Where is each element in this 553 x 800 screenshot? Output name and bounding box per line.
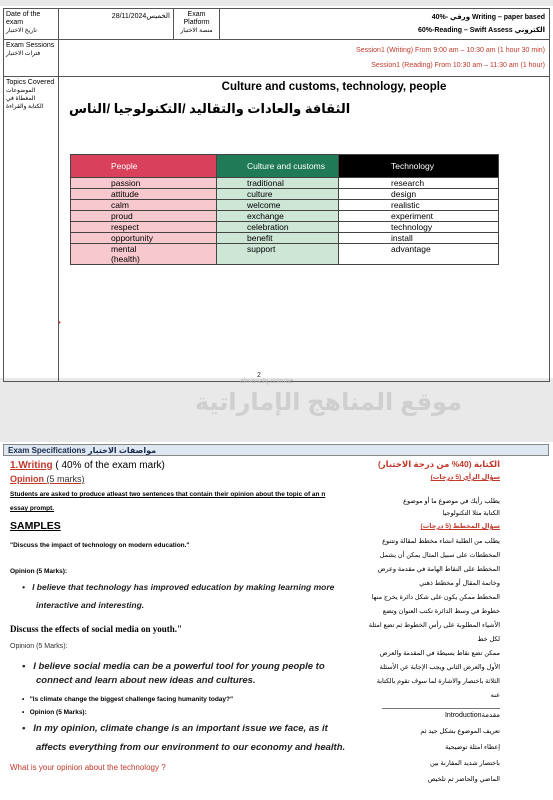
platform-label-cell xyxy=(174,9,220,40)
exam-info-page xyxy=(0,6,553,378)
reading-platform: 60%-Reading – Swift Assess الكتروني xyxy=(418,27,545,34)
opinion-marks: (5 marks) xyxy=(44,474,85,484)
arabic-para-2-line: المخططات على سبيل المثال يمكن أن يشمل xyxy=(379,552,500,559)
opinion-3-line-1: • In my opinion, climate change is an important issue we face, as it xyxy=(22,723,328,734)
vocab-cell: experiment xyxy=(339,211,499,222)
exam-date: الخميس28/11/2024 xyxy=(59,9,174,40)
vocabulary-table xyxy=(70,154,499,265)
table-row xyxy=(71,178,499,189)
instruction-line-1: Students are asked to produce atleast two sentences that contain their opinion about the topic of an n xyxy=(10,491,326,498)
opinion-3-label: Opinion (5 Marks): xyxy=(29,709,87,716)
intro-line: الماضي والحاضر ثم تلخيص xyxy=(427,776,500,783)
vocab-cell: realistic xyxy=(339,200,499,211)
opinion-2-text: I believe social media can be a powerful tool for young people to xyxy=(33,661,325,672)
arabic-para-2-line: المخطط على النقاط الهامة في مقدمة وعرض xyxy=(377,566,500,573)
opinion-3-label-line: • Opinion (5 Marks): xyxy=(22,709,87,716)
instruction-line-2: essay prompt. xyxy=(10,505,55,512)
table-row xyxy=(71,244,499,265)
topic-title-en: Culture and customs, technology, people xyxy=(221,81,447,93)
platform-value-cell xyxy=(220,9,550,40)
sessions-label-en: Exam Sessions xyxy=(6,42,55,49)
vocab-cell: passion xyxy=(71,178,217,189)
arabic-para-2-line: عنه xyxy=(490,692,500,699)
opinion-2-label: Opinion (5 Marks): xyxy=(10,643,68,650)
topics-label-ar: الموضوعات المغطاة في الكتابة والقراءة xyxy=(6,88,44,110)
topic-title-ar: الثقافة والعادات والتقاليد /التكنولوجيا /الناس xyxy=(69,101,351,116)
vocab-cell: traditional xyxy=(217,178,339,189)
arabic-para-2-line: الثلاثة باختصار والاشارة لما سوف تقوم بالكتابة xyxy=(376,678,500,685)
vocabulary-header-row xyxy=(71,155,499,178)
prompt-2: Discuss the effects of social media on youth." xyxy=(10,624,182,634)
platform-label-en: Exam Platform xyxy=(183,11,210,26)
bullet-mark: • xyxy=(58,318,61,327)
vocab-cell: welcome xyxy=(217,200,339,211)
intro-divider xyxy=(382,708,500,709)
sessions-label-ar: فترات الاختبار xyxy=(6,51,41,57)
date-label-en: Date of the exam xyxy=(6,11,41,26)
table-row xyxy=(71,211,499,222)
watermark-text: موقع المناهج الإماراتية xyxy=(195,389,462,416)
opinion-3-text: In my opinion, climate change is an important issue we face, as it xyxy=(33,723,328,734)
opinion-2-line-2: connect and learn about new ideas and cultures. xyxy=(36,675,256,686)
header-culture: Culture and customs xyxy=(217,155,339,178)
header-people: People xyxy=(71,155,217,178)
vocab-cell: culture xyxy=(217,189,339,200)
arabic-para-2-line: الأول والعرض الثاني ويجب الإجابة عن الأسئلة xyxy=(379,664,500,671)
intro-line: إعطاء امثلة توضيحية xyxy=(445,744,500,751)
samples-heading: SAMPLES xyxy=(10,520,61,532)
vocab-cell: exchange xyxy=(217,211,339,222)
intro-line: تعريف الموضوع بشكل جيد ثم xyxy=(420,728,500,735)
exam-specifications-page xyxy=(0,442,553,800)
vocab-cell: research xyxy=(339,178,499,189)
arabic-heading-text: الكتابة (40% من درجة الاختبار) xyxy=(377,459,500,469)
topics-label-cell xyxy=(4,77,59,382)
writing-heading xyxy=(10,460,165,471)
session-writing: Session1 (Writing) From 9:00 am – 10:30 am (1 hour 30 min) xyxy=(356,47,545,54)
arabic-outline-question: سؤال المخطط (5 درجات) xyxy=(420,523,500,530)
arabic-para-2-line: الأشياء المطلوبة على رأس الخطوط ثم تضع امثلة xyxy=(368,622,500,629)
vocab-cell: mental (health) xyxy=(71,244,217,265)
watermark-url: almanahj.com/ae xyxy=(240,378,294,385)
table-row xyxy=(71,233,499,244)
opinion-3-line-2: affects everything from our environment to our economy and health. xyxy=(36,742,346,753)
sessions-label-cell xyxy=(4,40,59,77)
arabic-heading xyxy=(378,460,500,468)
opinion-1-label: Opinion (5 Marks): xyxy=(10,568,68,575)
vocab-cell: celebration xyxy=(217,222,339,233)
writing-heading-number: 1.Writing xyxy=(10,460,53,471)
table-row xyxy=(71,189,499,200)
opinion-heading xyxy=(10,474,85,484)
arabic-para-2-line: لكل خط xyxy=(477,636,500,643)
platform-label-ar: منصة الاختبار xyxy=(180,28,213,34)
opinion-1-text: I believe that technology has improved education by making learning more xyxy=(32,582,335,592)
prompt-3-line: • "Is climate change the biggest challenge facing humanity today?" xyxy=(22,696,234,703)
opinion-2-line-1: • I believe social media can be a powerful tool for young people to xyxy=(22,661,325,672)
date-label-cell xyxy=(4,9,59,40)
table-row xyxy=(71,222,499,233)
arabic-para-2-line: خطوط في وسط الدائرة تكتب العنوان وتضع xyxy=(382,608,500,615)
arabic-para-2-line: يطلب من الطلبة انشاء مخطط لمقالة وتتنوع xyxy=(382,538,500,545)
vocab-cell: design xyxy=(339,189,499,200)
table-row xyxy=(71,200,499,211)
prompt-1: "Discuss the impact of technology on modern education." xyxy=(10,542,190,549)
vocab-cell: support xyxy=(217,244,339,265)
prompt-3: "Is climate change the biggest challenge facing humanity today?" xyxy=(29,696,234,703)
intro-line: باختصار شديد المقارنة بين xyxy=(430,760,500,767)
page-number: 2 xyxy=(257,372,261,379)
arabic-para-2-line: المخطط ممكن يكون على شكل دائرة يخرج منها xyxy=(371,594,500,601)
arabic-para-2-line: وخاتمة المقال أو مخطط ذهني xyxy=(419,580,500,587)
header-technology: Technology xyxy=(339,155,499,178)
arabic-para-1-line-1: يطلب رأيك في موضوع ما أو موضوع xyxy=(403,498,500,505)
vocab-cell: advantage xyxy=(339,244,499,265)
specifications-bar: Exam Specifications مواصفات الاختبار xyxy=(3,444,549,456)
topics-label-en: Topics Covered xyxy=(6,79,55,86)
intro-label: Introductionمقدمة xyxy=(444,712,500,719)
arabic-para-2-line: ممكن تضع نقاط بسيطة في المقدمة والعرض xyxy=(379,650,500,657)
vocab-cell: opportunity xyxy=(71,233,217,244)
vocab-cell: benefit xyxy=(217,233,339,244)
vocab-cell: technology xyxy=(339,222,499,233)
opinion-1-line-1: • I believe that technology has improved education by making learning more xyxy=(22,582,335,592)
vocab-cell: calm xyxy=(71,200,217,211)
writing-platform: 40%- ورقي Writing – paper based xyxy=(431,14,545,21)
vocab-cell: proud xyxy=(71,211,217,222)
date-label-ar: تاريخ الاختبار xyxy=(6,28,37,34)
arabic-opinion-question: سؤال الرأي (5 درجات) xyxy=(430,474,500,481)
sessions-value-cell xyxy=(59,40,550,77)
writing-heading-rest: ( 40% of the exam mark) xyxy=(52,460,165,471)
technology-question: What is your opinion about the technology ? xyxy=(10,763,166,772)
vocab-cell: respect xyxy=(71,222,217,233)
opinion-1-line-2: interactive and interesting. xyxy=(36,600,145,610)
session-reading: Session1 (Reading) From 10:30 am – 11:30 am (1 hour) xyxy=(371,62,545,69)
vocab-cell: attitude xyxy=(71,189,217,200)
opinion-label: Opinion xyxy=(10,474,44,484)
arabic-para-1-line-2: الكتابة مثلا التكنولوجيا xyxy=(442,510,500,517)
vocab-cell: install xyxy=(339,233,499,244)
